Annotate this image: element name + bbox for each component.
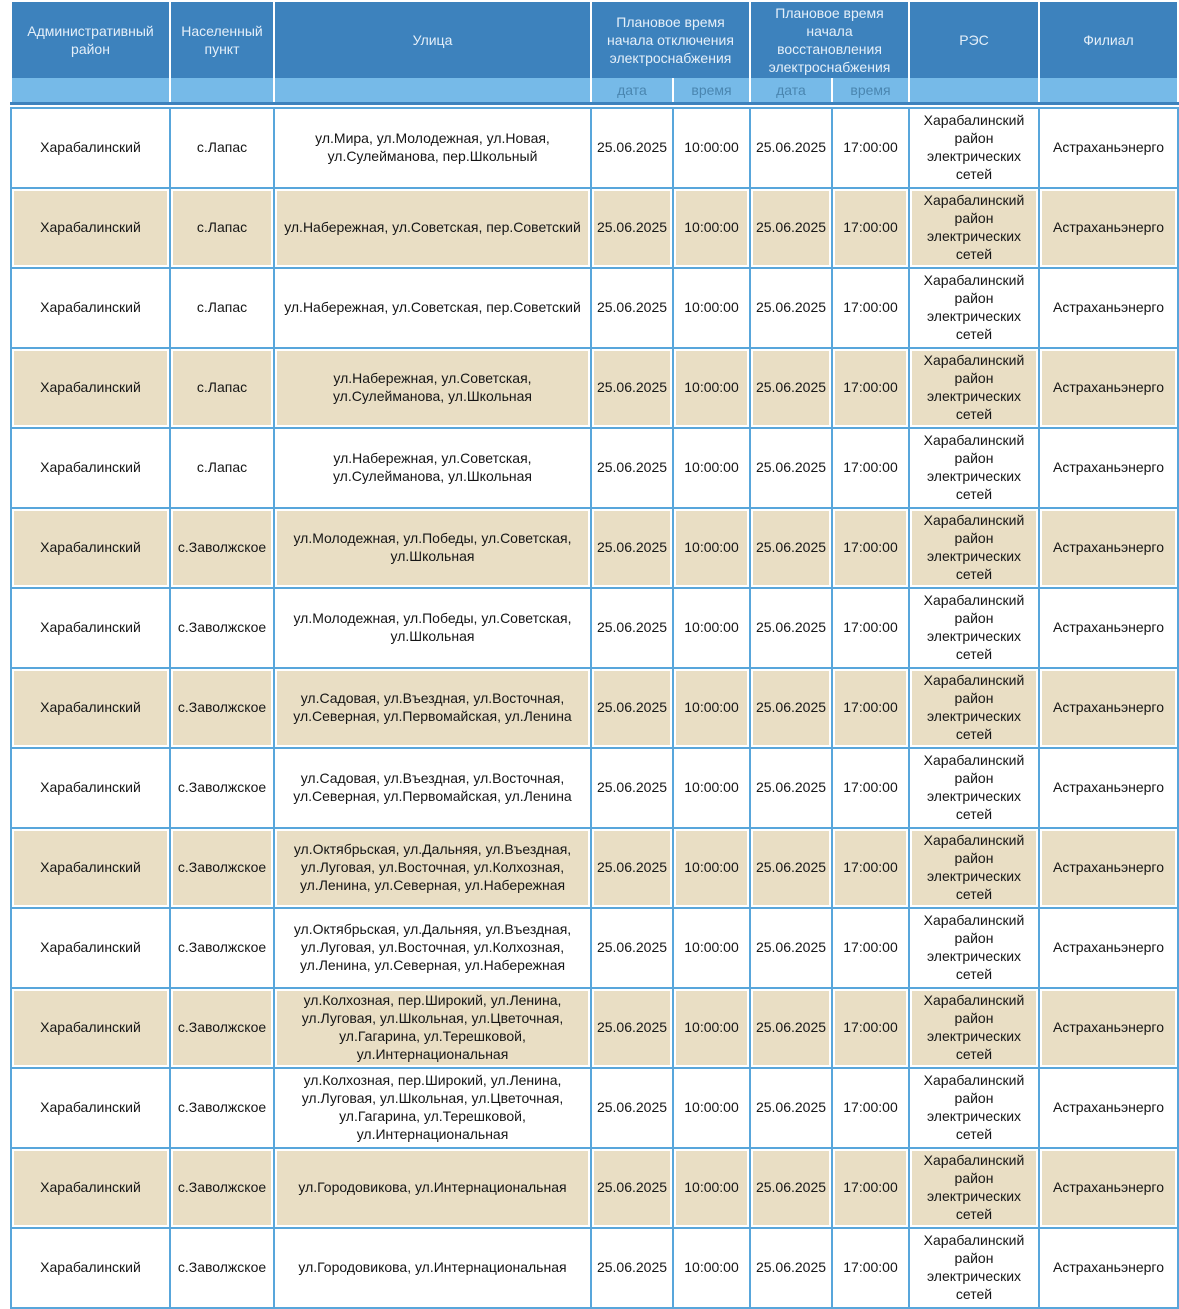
- cell-on-time: 17:00:00: [833, 349, 908, 427]
- cell-branch: Астраханьэнерго: [1040, 189, 1177, 267]
- table-row: [12, 509, 1177, 587]
- cell-settlement: с.Лапас: [171, 349, 273, 427]
- cell-streets: ул.Молодежная, ул.Победы, ул.Советская, ул.Школьная: [275, 509, 590, 587]
- cell-on-time: 17:00:00: [833, 109, 908, 187]
- cell-branch: Астраханьэнерго: [1040, 109, 1177, 187]
- cell-branch: Астраханьэнерго: [1040, 989, 1177, 1067]
- cell-district: Харабалинский: [12, 1069, 169, 1147]
- cell-district: Харабалинский: [12, 429, 169, 507]
- cell-off-date: 25.06.2025: [592, 109, 672, 187]
- cell-streets: ул.Октябрьская, ул.Дальняя, ул.Въездная, ул.Луговая, ул.Восточная, ул.Колхозная, ул.Ленина, ул.Северная, ул.Набережная: [275, 829, 590, 907]
- cell-streets: ул.Набережная, ул.Советская, ул.Сулейманова, ул.Школьная: [275, 349, 590, 427]
- cell-res: Харабалинский район электрических сетей: [910, 189, 1038, 267]
- cell-streets: ул.Колхозная, пер.Широкий, ул.Ленина, ул.Луговая, ул.Школьная, ул.Цветочная, ул.Гагарина, ул.Терешковой, ул.Интернациональная: [275, 1069, 590, 1147]
- cell-off-date: 25.06.2025: [592, 349, 672, 427]
- cell-on-date: 25.06.2025: [751, 909, 831, 987]
- table-row: [12, 349, 1177, 427]
- cell-branch: Астраханьэнерго: [1040, 1229, 1177, 1307]
- subheader-empty-settlement: [171, 78, 273, 102]
- cell-on-time: 17:00:00: [833, 189, 908, 267]
- cell-branch: Астраханьэнерго: [1040, 429, 1177, 507]
- cell-settlement: с.Заволжское: [171, 989, 273, 1067]
- cell-off-time: 10:00:00: [674, 189, 749, 267]
- cell-off-time: 10:00:00: [674, 589, 749, 667]
- cell-on-date: 25.06.2025: [751, 1069, 831, 1147]
- cell-branch: Астраханьэнерго: [1040, 669, 1177, 747]
- header-separator-line: [10, 102, 1179, 105]
- cell-res: Харабалинский район электрических сетей: [910, 829, 1038, 907]
- cell-res: Харабалинский район электрических сетей: [910, 749, 1038, 827]
- subheader-empty-res: [910, 78, 1038, 102]
- cell-off-date: 25.06.2025: [592, 989, 672, 1067]
- table-row: [12, 269, 1177, 347]
- cell-off-time: 10:00:00: [674, 829, 749, 907]
- cell-district: Харабалинский: [12, 909, 169, 987]
- cell-on-date: 25.06.2025: [751, 509, 831, 587]
- header-cell-district: Административный район: [12, 2, 169, 78]
- cell-on-time: 17:00:00: [833, 829, 908, 907]
- cell-res: Харабалинский район электрических сетей: [910, 429, 1038, 507]
- cell-on-time: 17:00:00: [833, 989, 908, 1067]
- cell-on-time: 17:00:00: [833, 509, 908, 587]
- cell-branch: Астраханьэнерго: [1040, 909, 1177, 987]
- cell-streets: ул.Садовая, ул.Въездная, ул.Восточная, ул.Северная, ул.Первомайская, ул.Ленина: [275, 749, 590, 827]
- cell-settlement: с.Заволжское: [171, 1229, 273, 1307]
- cell-settlement: с.Лапас: [171, 109, 273, 187]
- cell-off-time: 10:00:00: [674, 909, 749, 987]
- table-row: [12, 589, 1177, 667]
- subheader-empty-district: [12, 78, 169, 102]
- cell-settlement: с.Лапас: [171, 429, 273, 507]
- cell-off-date: 25.06.2025: [592, 1149, 672, 1227]
- cell-district: Харабалинский: [12, 829, 169, 907]
- cell-off-time: 10:00:00: [674, 1149, 749, 1227]
- cell-on-date: 25.06.2025: [751, 189, 831, 267]
- cell-off-date: 25.06.2025: [592, 1069, 672, 1147]
- cell-res: Харабалинский район электрических сетей: [910, 669, 1038, 747]
- cell-on-date: 25.06.2025: [751, 429, 831, 507]
- cell-off-date: 25.06.2025: [592, 509, 672, 587]
- cell-settlement: с.Заволжское: [171, 1149, 273, 1227]
- cell-streets: ул.Набережная, ул.Советская, пер.Советский: [275, 189, 590, 267]
- cell-res: Харабалинский район электрических сетей: [910, 109, 1038, 187]
- cell-settlement: с.Лапас: [171, 269, 273, 347]
- cell-district: Харабалинский: [12, 1229, 169, 1307]
- cell-off-date: 25.06.2025: [592, 749, 672, 827]
- header-cell-settlement: Населенный пункт: [171, 2, 273, 78]
- cell-district: Харабалинский: [12, 509, 169, 587]
- subheader-empty-street: [275, 78, 590, 102]
- cell-off-time: 10:00:00: [674, 749, 749, 827]
- cell-off-date: 25.06.2025: [592, 189, 672, 267]
- cell-on-time: 17:00:00: [833, 1229, 908, 1307]
- header-cell-street: Улица: [275, 2, 590, 78]
- cell-on-date: 25.06.2025: [751, 749, 831, 827]
- cell-district: Харабалинский: [12, 589, 169, 667]
- cell-res: Харабалинский район электрических сетей: [910, 509, 1038, 587]
- cell-district: Харабалинский: [12, 1149, 169, 1227]
- cell-on-time: 17:00:00: [833, 1069, 908, 1147]
- cell-settlement: с.Заволжское: [171, 829, 273, 907]
- subheader-off-time: время: [674, 78, 749, 102]
- cell-res: Харабалинский район электрических сетей: [910, 589, 1038, 667]
- cell-on-date: 25.06.2025: [751, 1149, 831, 1227]
- cell-settlement: с.Заволжское: [171, 909, 273, 987]
- cell-res: Харабалинский район электрических сетей: [910, 1149, 1038, 1227]
- table-row: [12, 1069, 1177, 1147]
- table-row: [12, 989, 1177, 1067]
- cell-on-date: 25.06.2025: [751, 109, 831, 187]
- cell-on-time: 17:00:00: [833, 669, 908, 747]
- table-row: [12, 429, 1177, 507]
- table-row: [12, 1229, 1177, 1307]
- cell-streets: ул.Набережная, ул.Советская, пер.Советский: [275, 269, 590, 347]
- cell-off-time: 10:00:00: [674, 349, 749, 427]
- table-row: [12, 749, 1177, 827]
- subheader-off-date: дата: [592, 78, 672, 102]
- cell-district: Харабалинский: [12, 669, 169, 747]
- cell-settlement: с.Заволжское: [171, 589, 273, 667]
- cell-district: Харабалинский: [12, 269, 169, 347]
- header-cell-branch: Филиал: [1040, 2, 1177, 78]
- cell-off-date: 25.06.2025: [592, 909, 672, 987]
- header-group-restore-start: Плановое время начала восстановления электроснабжения: [751, 2, 908, 78]
- cell-district: Харабалинский: [12, 349, 169, 427]
- cell-on-time: 17:00:00: [833, 1149, 908, 1227]
- cell-settlement: с.Заволжское: [171, 749, 273, 827]
- cell-off-date: 25.06.2025: [592, 269, 672, 347]
- cell-off-date: 25.06.2025: [592, 669, 672, 747]
- table-row: [12, 109, 1177, 187]
- cell-off-date: 25.06.2025: [592, 589, 672, 667]
- cell-off-time: 10:00:00: [674, 509, 749, 587]
- cell-settlement: с.Заволжское: [171, 669, 273, 747]
- cell-res: Харабалинский район электрических сетей: [910, 989, 1038, 1067]
- cell-district: Харабалинский: [12, 189, 169, 267]
- header-group-outage-start: Плановое время начала отключения электроснабжения: [592, 2, 749, 78]
- cell-off-date: 25.06.2025: [592, 429, 672, 507]
- cell-streets: ул.Садовая, ул.Въездная, ул.Восточная, ул.Северная, ул.Первомайская, ул.Ленина: [275, 669, 590, 747]
- cell-district: Харабалинский: [12, 109, 169, 187]
- cell-streets: ул.Мира, ул.Молодежная, ул.Новая, ул.Сулейманова, пер.Школьный: [275, 109, 590, 187]
- cell-on-date: 25.06.2025: [751, 269, 831, 347]
- cell-branch: Астраханьэнерго: [1040, 349, 1177, 427]
- cell-branch: Астраханьэнерго: [1040, 509, 1177, 587]
- cell-on-time: 17:00:00: [833, 749, 908, 827]
- cell-res: Харабалинский район электрических сетей: [910, 1229, 1038, 1307]
- cell-on-date: 25.06.2025: [751, 989, 831, 1067]
- cell-on-time: 17:00:00: [833, 429, 908, 507]
- cell-res: Харабалинский район электрических сетей: [910, 269, 1038, 347]
- cell-on-time: 17:00:00: [833, 909, 908, 987]
- cell-off-date: 25.06.2025: [592, 829, 672, 907]
- cell-off-time: 10:00:00: [674, 1229, 749, 1307]
- table-header: [12, 2, 1177, 102]
- header-cell-res: РЭС: [910, 2, 1038, 78]
- cell-off-time: 10:00:00: [674, 269, 749, 347]
- cell-settlement: с.Лапас: [171, 189, 273, 267]
- cell-res: Харабалинский район электрических сетей: [910, 349, 1038, 427]
- cell-branch: Астраханьэнерго: [1040, 269, 1177, 347]
- cell-streets: ул.Городовикова, ул.Интернациональная: [275, 1229, 590, 1307]
- cell-off-date: 25.06.2025: [592, 1229, 672, 1307]
- cell-on-date: 25.06.2025: [751, 349, 831, 427]
- cell-off-time: 10:00:00: [674, 989, 749, 1067]
- cell-district: Харабалинский: [12, 749, 169, 827]
- cell-branch: Астраханьэнерго: [1040, 749, 1177, 827]
- cell-branch: Астраханьэнерго: [1040, 1149, 1177, 1227]
- table-row: [12, 189, 1177, 267]
- cell-on-date: 25.06.2025: [751, 1229, 831, 1307]
- table-row: [12, 669, 1177, 747]
- subheader-on-time: время: [833, 78, 908, 102]
- cell-branch: Астраханьэнерго: [1040, 829, 1177, 907]
- cell-branch: Астраханьэнерго: [1040, 589, 1177, 667]
- cell-on-date: 25.06.2025: [751, 829, 831, 907]
- cell-streets: ул.Октябрьская, ул.Дальняя, ул.Въездная, ул.Луговая, ул.Восточная, ул.Колхозная, ул.Ленина, ул.Северная, ул.Набережная: [275, 909, 590, 987]
- subheader-on-date: дата: [751, 78, 831, 102]
- cell-res: Харабалинский район электрических сетей: [910, 909, 1038, 987]
- table-row: [12, 829, 1177, 907]
- cell-settlement: с.Заволжское: [171, 509, 273, 587]
- table-row: [12, 1149, 1177, 1227]
- subheader-empty-branch: [1040, 78, 1177, 102]
- cell-on-date: 25.06.2025: [751, 589, 831, 667]
- cell-off-time: 10:00:00: [674, 109, 749, 187]
- cell-district: Харабалинский: [12, 989, 169, 1067]
- cell-settlement: с.Заволжское: [171, 1069, 273, 1147]
- cell-off-time: 10:00:00: [674, 669, 749, 747]
- cell-streets: ул.Набережная, ул.Советская, ул.Сулейманова, ул.Школьная: [275, 429, 590, 507]
- cell-streets: ул.Колхозная, пер.Широкий, ул.Ленина, ул.Луговая, ул.Школьная, ул.Цветочная, ул.Гагарина, ул.Терешковой, ул.Интернациональная: [275, 989, 590, 1067]
- cell-on-date: 25.06.2025: [751, 669, 831, 747]
- cell-streets: ул.Городовикова, ул.Интернациональная: [275, 1149, 590, 1227]
- cell-streets: ул.Молодежная, ул.Победы, ул.Советская, ул.Школьная: [275, 589, 590, 667]
- cell-off-time: 10:00:00: [674, 1069, 749, 1147]
- table-body: [10, 107, 1179, 1309]
- cell-on-time: 17:00:00: [833, 269, 908, 347]
- cell-off-time: 10:00:00: [674, 429, 749, 507]
- table-row: [12, 909, 1177, 987]
- cell-res: Харабалинский район электрических сетей: [910, 1069, 1038, 1147]
- cell-branch: Астраханьэнерго: [1040, 1069, 1177, 1147]
- cell-on-time: 17:00:00: [833, 589, 908, 667]
